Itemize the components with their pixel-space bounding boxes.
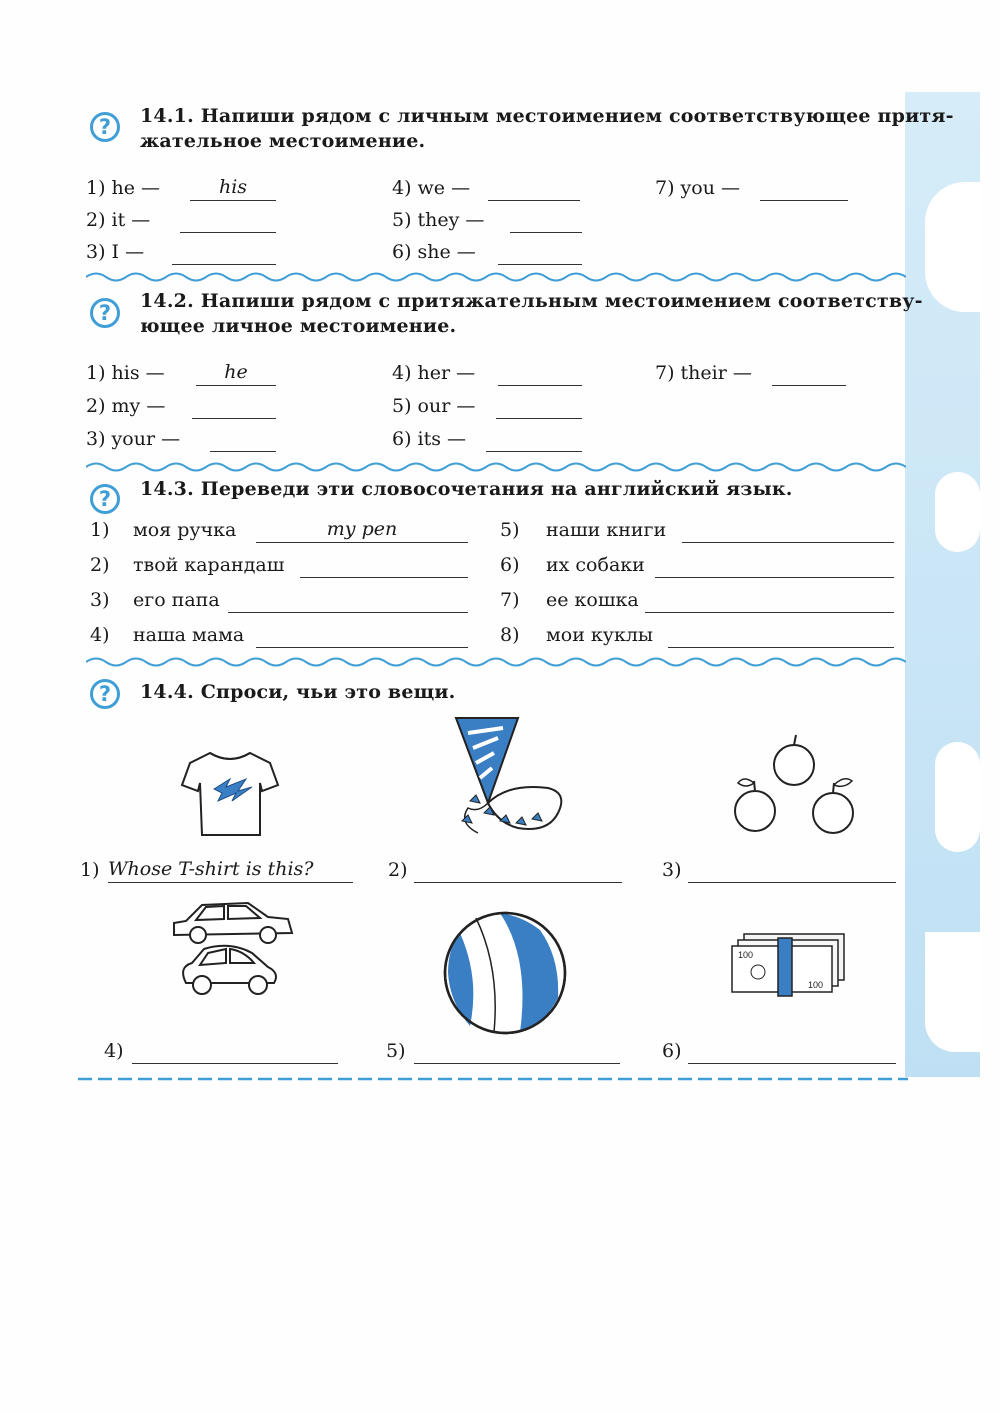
ex1-item-4-label: 4) we — xyxy=(392,177,471,199)
ex1-item-4-answer[interactable] xyxy=(488,176,580,201)
ex4-item-1-answer[interactable]: Whose T-shirt is this? xyxy=(108,858,353,883)
ex1-item-7-label: 7) you — xyxy=(655,177,740,199)
kite-icon xyxy=(448,713,578,848)
ex4-item-2-num: 2) xyxy=(388,859,408,881)
ex3-item-5-answer[interactable] xyxy=(682,518,894,543)
ex4-item-4-num: 4) xyxy=(104,1040,124,1062)
ex2-item-1-answer[interactable]: he xyxy=(196,361,276,386)
ex4-item-5-answer[interactable] xyxy=(414,1039,620,1064)
ex3-item-6-answer[interactable] xyxy=(655,553,894,578)
question-icon: ? xyxy=(90,112,120,142)
question-icon: ? xyxy=(90,484,120,514)
ex3-item-7-answer[interactable] xyxy=(645,588,894,613)
svg-text:100: 100 xyxy=(738,950,754,960)
ex1-item-5-answer[interactable] xyxy=(510,208,582,233)
title-line: ющее личное местоимение. xyxy=(140,315,457,337)
svg-text:100: 100 xyxy=(808,980,824,990)
ex1-item-6-label: 6) she — xyxy=(392,241,476,263)
ex2-item-6-label: 6) its — xyxy=(392,428,467,450)
ex2-item-5-label: 5) our — xyxy=(392,395,476,417)
ex2-item-1-label: 1) his — xyxy=(86,362,165,384)
ex2-item-3-answer[interactable] xyxy=(210,427,276,452)
ex3-item-2-num: 2) xyxy=(90,554,110,576)
ex1-item-1-answer[interactable]: his xyxy=(190,176,276,201)
ex2-item-6-answer[interactable] xyxy=(486,427,582,452)
wave-divider xyxy=(86,655,906,669)
ex3-item-1-num: 1) xyxy=(90,519,110,541)
ex2-item-4-answer[interactable] xyxy=(498,361,582,386)
money-icon xyxy=(728,928,848,998)
ex4-item-6-answer[interactable] xyxy=(688,1039,896,1064)
title-line: жательное местоимение. xyxy=(140,130,426,152)
ex2-item-7-label: 7) their — xyxy=(655,362,752,384)
ex3-item-3-answer[interactable] xyxy=(228,588,468,613)
ex1-item-1-label: 1) he — xyxy=(86,177,161,199)
wave-divider xyxy=(86,270,906,284)
ex3-item-2-answer[interactable] xyxy=(300,553,468,578)
ex3-item-4-num: 4) xyxy=(90,624,110,646)
ex3-item-1-text: моя ручка xyxy=(133,519,237,541)
ex3-item-8-num: 8) xyxy=(500,624,520,646)
ex1-item-3-label: 3) I — xyxy=(86,241,145,263)
ex3-item-1-answer[interactable]: my pen xyxy=(256,518,468,543)
ex1-item-7-answer[interactable] xyxy=(760,176,848,201)
ex3-item-2-text: твой карандаш xyxy=(133,554,285,576)
ball-icon xyxy=(440,908,570,1038)
ex1-item-6-answer[interactable] xyxy=(498,240,582,265)
ex1-item-2-label: 2) it — xyxy=(86,209,151,231)
ex3-item-3-text: его папа xyxy=(133,589,220,611)
ex4-item-3-num: 3) xyxy=(662,859,682,881)
ex4-item-6-num: 6) xyxy=(662,1040,682,1062)
ex4-item-4-answer[interactable] xyxy=(132,1039,338,1064)
exercise-title: 14.4. Спроси, чьи это вещи. xyxy=(140,681,456,703)
title-line: 14.1. Напиши рядом с личным местоимением соответствующее притя- xyxy=(140,105,954,127)
ex3-item-7-text: ее кошка xyxy=(546,589,639,611)
bottom-divider xyxy=(78,1072,908,1086)
ex2-item-5-answer[interactable] xyxy=(496,394,582,419)
ex2-item-4-label: 4) her — xyxy=(392,362,476,384)
title-line: 14.2. Напиши рядом с притяжательным местоимением соответству- xyxy=(140,290,923,312)
ex3-item-5-num: 5) xyxy=(500,519,520,541)
ex3-item-8-answer[interactable] xyxy=(668,623,894,648)
decorative-sidebar xyxy=(905,92,980,1077)
ex1-item-2-answer[interactable] xyxy=(180,208,276,233)
exercise-title xyxy=(140,289,923,339)
apples-icon xyxy=(730,733,865,843)
question-icon: ? xyxy=(90,679,120,709)
exercise-title xyxy=(140,104,954,154)
ex2-item-7-answer[interactable] xyxy=(772,361,846,386)
ex3-item-6-num: 6) xyxy=(500,554,520,576)
ex1-item-3-answer[interactable] xyxy=(172,240,276,265)
ex2-item-3-label: 3) your — xyxy=(86,428,181,450)
ex4-item-2-answer[interactable] xyxy=(414,858,622,883)
ex4-item-5-num: 5) xyxy=(386,1040,406,1062)
cars-icon xyxy=(168,893,298,1003)
t-shirt-icon xyxy=(180,745,280,840)
ex3-item-4-answer[interactable] xyxy=(256,623,468,648)
ex2-item-2-label: 2) my — xyxy=(86,395,166,417)
ex1-item-5-label: 5) they — xyxy=(392,209,485,231)
ex3-item-7-num: 7) xyxy=(500,589,520,611)
ex3-item-6-text: их собаки xyxy=(546,554,645,576)
wave-divider xyxy=(86,460,906,474)
exercise-title: 14.3. Переведи эти словосочетания на английский язык. xyxy=(140,478,793,500)
ex3-item-4-text: наша мама xyxy=(133,624,245,646)
ex3-item-8-text: мои куклы xyxy=(546,624,654,646)
ex2-item-2-answer[interactable] xyxy=(192,394,276,419)
ex3-item-3-num: 3) xyxy=(90,589,110,611)
question-icon: ? xyxy=(90,298,120,328)
ex3-item-5-text: наши книги xyxy=(546,519,667,541)
ex4-item-1-num: 1) xyxy=(80,859,100,881)
ex4-item-3-answer[interactable] xyxy=(688,858,896,883)
